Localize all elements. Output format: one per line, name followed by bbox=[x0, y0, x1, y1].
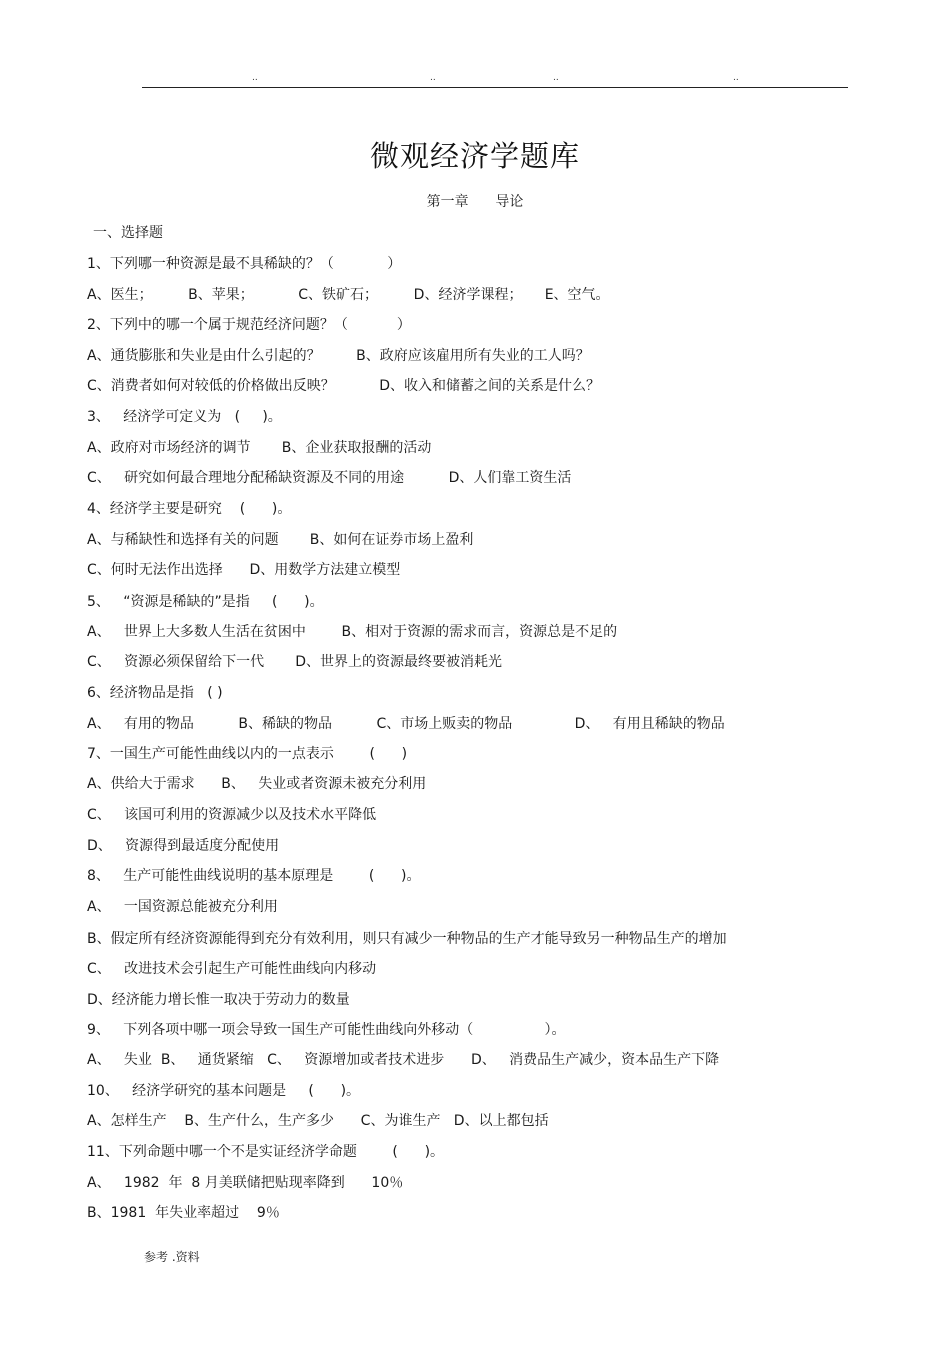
option-line: C、 研究如何最合理地分配稀缺资源及不同的用途 D、人们靠工资生活 bbox=[87, 470, 572, 486]
question-line: 1、下列哪一种资源是最不具稀缺的？（ ） bbox=[87, 256, 402, 272]
option-line: A、供给大于需求 B、 失业或者资源未被充分利用 bbox=[87, 776, 427, 792]
chapter-heading: 第一章 导论 bbox=[426, 194, 524, 210]
option-line: C、何时无法作出选择 D、用数学方法建立模型 bbox=[87, 562, 401, 578]
question-line: 8、 生产可能性曲线说明的基本原理是 ( )。 bbox=[87, 868, 421, 884]
section-heading: 一、选择题 bbox=[93, 225, 163, 241]
option-line: A、 失业 B、 通货紧缩 C、 资源增加或者技术进步 D、 消费品生产减少，资本品生产下降 bbox=[87, 1052, 720, 1068]
option-line: C、消费者如何对较低的价格做出反映？ D、收入和储蓄之间的关系是什么？ bbox=[87, 378, 601, 394]
option-line: C、 该国可利用的资源减少以及技术水平降低 bbox=[87, 807, 377, 823]
header-mark: .. bbox=[553, 73, 559, 83]
question-line: 2、下列中的哪一个属于规范经济问题？（ ） bbox=[87, 317, 411, 333]
option-line: C、 改进技术会引起生产可能性曲线向内移动 bbox=[87, 961, 377, 977]
question-line: 10、 经济学研究的基本问题是 ( )。 bbox=[87, 1083, 361, 1099]
option-line: A、医生； B、苹果； C、铁矿石； D、经济学课程； E、空气。 bbox=[87, 287, 610, 303]
option-line: D、 资源得到最适度分配使用 bbox=[87, 838, 280, 854]
page-header-marks bbox=[0, 72, 950, 86]
header-mark: .. bbox=[733, 73, 739, 83]
question-line: 7、一国生产可能性曲线以内的一点表示 ( ) bbox=[87, 746, 408, 762]
option-line: A、 有用的物品 B、稀缺的物品 C、市场上贩卖的物品 D、 有用且稀缺的物品 bbox=[87, 716, 725, 732]
question-line: 11、下列命题中哪一个不是实证经济学命题 ( )。 bbox=[87, 1144, 445, 1160]
option-line: C、 资源必须保留给下一代 D、世界上的资源最终要被消耗光 bbox=[87, 654, 503, 670]
option-line: A、 一国资源总能被充分利用 bbox=[87, 899, 278, 915]
header-mark: .. bbox=[252, 73, 258, 83]
header-rule bbox=[142, 87, 848, 88]
option-line: A、 1982 年 8 月美联储把贴现率降到 10％ bbox=[87, 1175, 404, 1191]
option-line: B、1981 年失业率超过 9％ bbox=[87, 1205, 280, 1221]
question-line: 6、经济物品是指 ( ) bbox=[87, 685, 223, 701]
page-title: 微观经济学题库 bbox=[369, 139, 580, 173]
option-line: A、通货膨胀和失业是由什么引起的？ B、政府应该雇用所有失业的工人吗？ bbox=[87, 348, 590, 364]
option-line: A、政府对市场经济的调节 B、企业获取报酬的活动 bbox=[87, 440, 432, 456]
option-line: B、假定所有经济资源能得到充分有效利用，则只有减少一种物品的生产才能导致另一种物品生产的增加 bbox=[87, 931, 727, 947]
header-mark: .. bbox=[430, 73, 436, 83]
question-line: 4、经济学主要是研究 ( )。 bbox=[87, 501, 292, 517]
question-line: 3、 经济学可定义为 ( )。 bbox=[87, 409, 282, 425]
question-line: 9、 下列各项中哪一项会导致一国生产可能性曲线向外移动（ ）。 bbox=[87, 1022, 566, 1038]
option-line: A、与稀缺性和选择有关的问题 B、如何在证券市场上盈利 bbox=[87, 532, 474, 548]
question-line: 5、 “资源是稀缺的”是指 ( )。 bbox=[87, 594, 324, 610]
option-line: A、 世界上大多数人生活在贫困中 B、相对于资源的需求而言，资源总是不足的 bbox=[87, 624, 618, 640]
option-line: D、经济能力增长惟一取决于劳动力的数量 bbox=[87, 992, 350, 1008]
page-footer: 参考 .资料 bbox=[144, 1250, 200, 1264]
option-line: A、怎样生产 B、生产什么，生产多少 C、为谁生产 D、以上都包括 bbox=[87, 1113, 549, 1129]
